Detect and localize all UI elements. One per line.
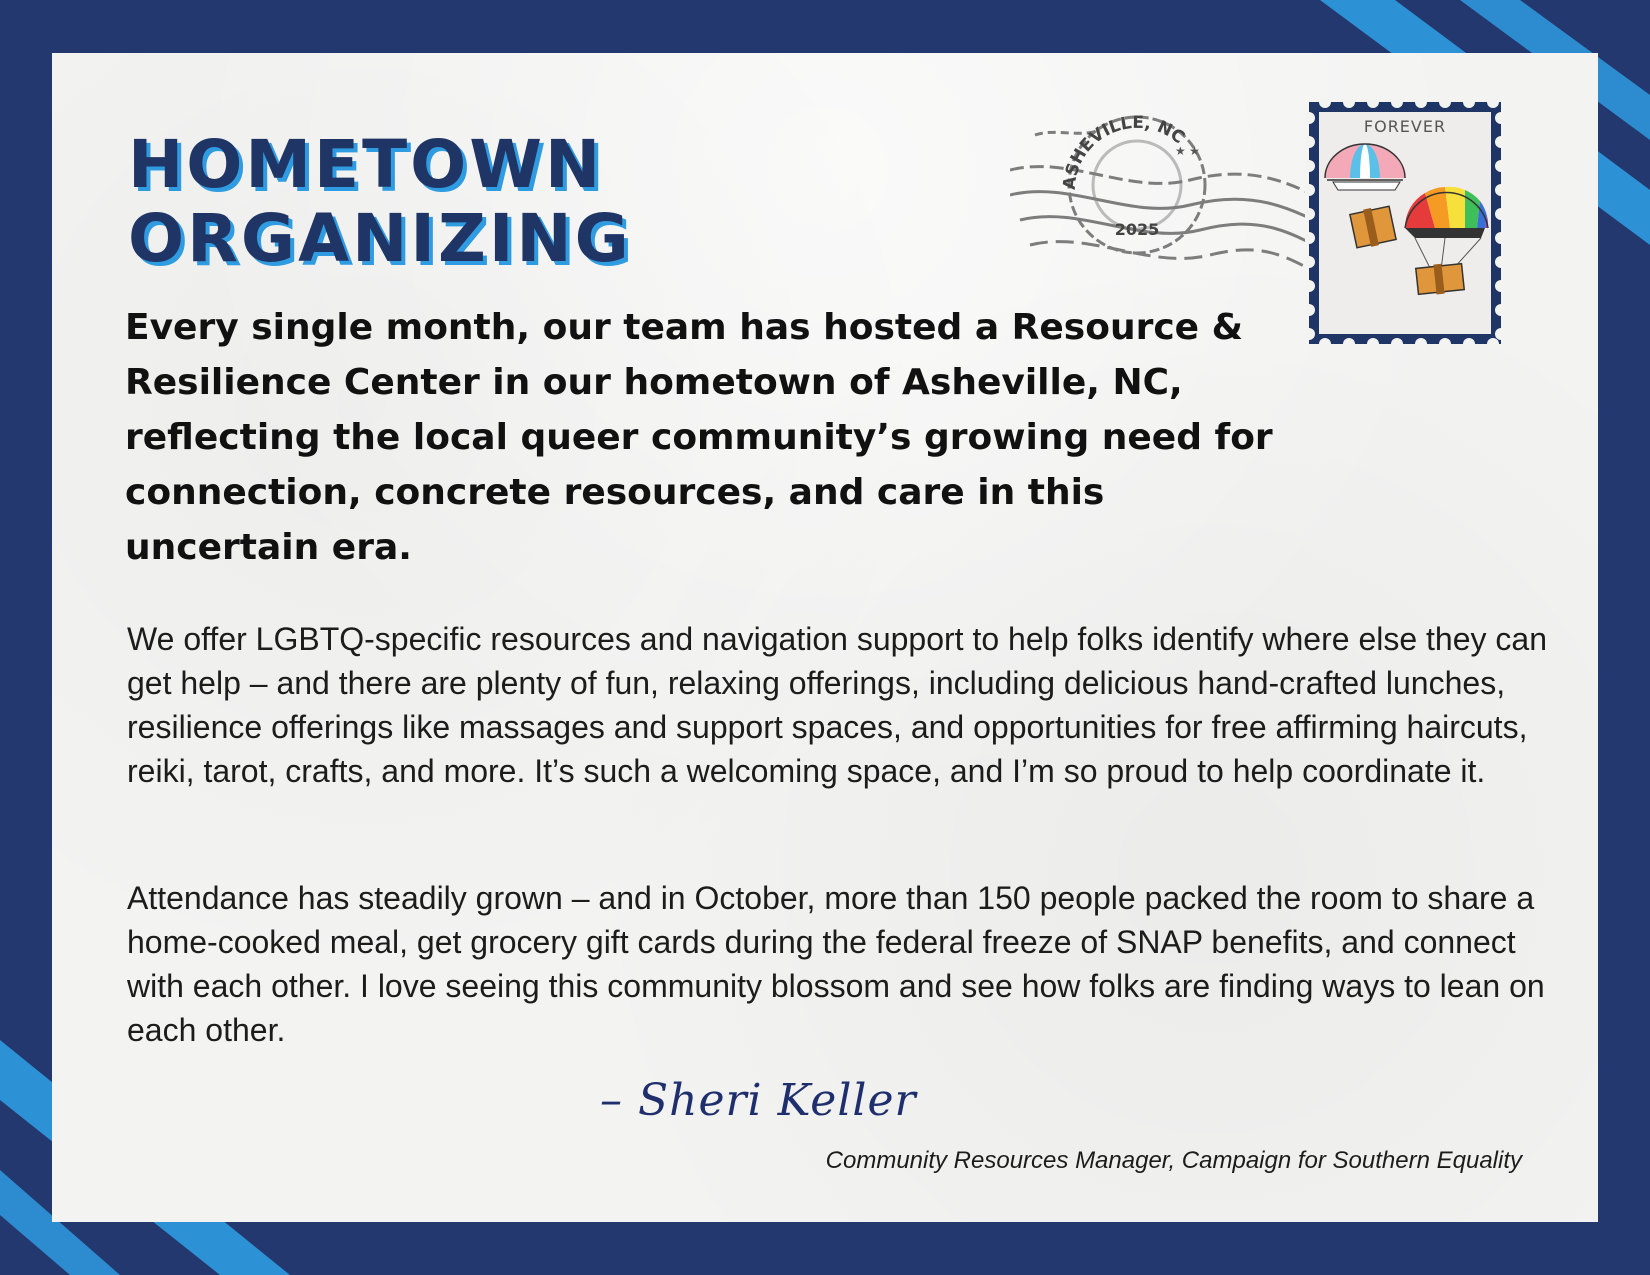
postmark-icon <box>1010 100 1340 300</box>
signature-caption: Community Resources Manager, Campaign for Southern Equality <box>825 1147 1522 1174</box>
title-line-1: HOMETOWN <box>128 126 604 203</box>
body-paragraph-1: We offer LGBTQ-specific resources and navigation support to help folks identify where else they can get help – and there are plenty of fun, relaxing offerings, including delicious hand-crafted lunches, resilience offerings like massages and support spaces, and opportunities for free affirming haircuts, reiki, tarot, crafts, and more. It’s such a welcoming space, and I’m so proud to help coordinate it. <box>127 621 1547 789</box>
page-title <box>128 128 632 276</box>
postmark-year: 2025 <box>1114 220 1160 239</box>
title-line-2: ORGANIZING <box>128 200 632 277</box>
stamp-label: FOREVER <box>1363 117 1447 136</box>
stamp-icon <box>1305 98 1505 348</box>
svg-text:ASHEVILLE, NC <box>1060 113 1188 191</box>
lead-paragraph: Every single month, our team has hosted a Resource & Resilience Center in our hometown of Asheville, NC, reflecting the local queer community’s growing need for connection, concrete resources, and care in this uncertain era. <box>125 307 1273 568</box>
body-paragraph-2: Attendance has steadily grown – and in October, more than 150 people packed the room to share a home-cooked meal, get grocery gift cards during the federal freeze of SNAP benefits, and connect with each other. I love seeing this community blossom and see how folks are finding ways to lean on each other. <box>127 880 1545 1048</box>
svg-text:★ ★: ★ ★ <box>1175 144 1200 158</box>
postmark-city: ASHEVILLE, NC <box>1059 112 1189 191</box>
signature: – Sheri Keller <box>600 1075 917 1126</box>
